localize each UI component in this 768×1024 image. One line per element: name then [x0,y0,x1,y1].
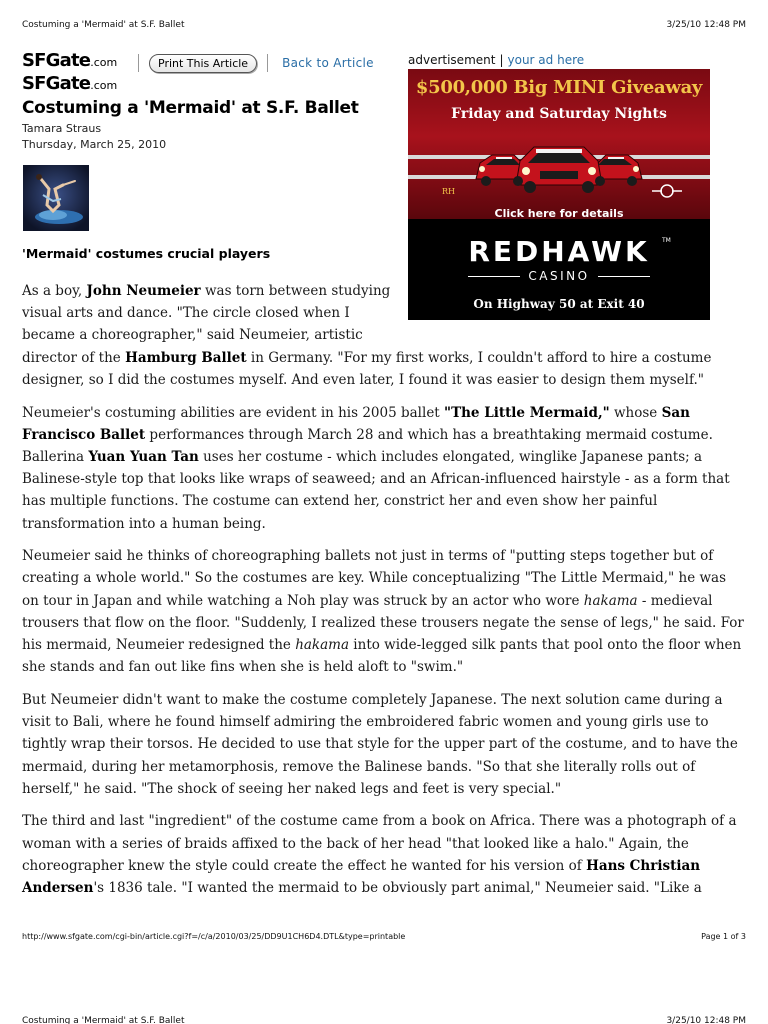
text-run: Neumeier's costuming abilities are evident in his 2005 ballet [22,404,445,421]
organization-name: Hamburg Ballet [125,349,247,366]
article-paragraph-5 [22,810,746,899]
page-number: Page 1 of 3 [701,932,746,941]
mini-cars-icon [470,131,648,199]
organization-name: San Francisco Ballet [22,404,690,443]
advertisement-label: advertisement [408,53,496,67]
article-paragraph-1 [22,280,746,391]
text-run: whose [609,404,662,421]
ad-location: On Highway 50 at Exit 40 [473,297,645,311]
text-run: into wide-legged silk pants that pool onto the floor when she stands and fan out like fins when she is held aloft to "swim." [22,637,742,676]
ad-brand: REDHAWK [468,235,650,268]
sfgate-logo-1 [22,50,132,73]
article-url: http://www.sfgate.com/cgi-bin/article.cgi?f=/c/a/2010/03/25/DD9U1CH6D4.DTL&type=printable [22,932,406,941]
toolbar-divider [138,54,139,72]
text-run: was torn between studying visual arts and dance. "The circle closed when I became a choreographer," said Neumeier, artistic director of the [22,283,391,366]
mini-logo-icon [650,183,684,199]
text-run: The third and last "ingredient" of the costume came from a book on Africa. There was a photograph of a woman with a series of braids affixed to the back of her head "that looked like a halo." Again, the choreographer knew the style could create the effect he wanted for his version of [22,813,737,874]
print-header [22,20,746,34]
advertisement-label-row [408,53,584,67]
logo-suffix: .com [90,79,118,92]
ballet-title: "The Little Mermaid," [444,404,610,421]
ad-rule [598,276,650,277]
next-page-datetime: 3/25/10 12:48 PM [666,1016,746,1024]
publish-date: Thursday, March 25, 2010 [22,138,167,151]
next-page-title: Costuming a 'Mermaid' at S.F. Ballet [22,1016,185,1024]
ad-brand-sub: CASINO [528,269,590,283]
next-page-header [22,1016,746,1024]
toolbar-divider [267,54,268,72]
article-paragraph-2 [22,402,746,535]
ad-wrap-spacer [394,280,746,342]
person-name: John Neumeier [86,283,201,299]
dancer-photo-icon [23,165,89,231]
sfgate-logo-2 [22,73,132,96]
text-run: performances through March 28 and which has a breathtaking mermaid costume. Ballerina [22,426,713,465]
ad-rule [468,276,520,277]
text-run: in Germany. "For my first works, I couldn't afford to hire a costume designer, so I did the costumes myself. And even later, I found it was easier to design them myself." [22,349,712,388]
article-body [22,280,746,910]
ad-headline: $500,000 Big MINI Giveaway [415,77,703,98]
logo-name: SFGate [22,50,91,71]
ad-trademark: TM [662,237,671,244]
text-run: Neumeier said he thinks of choreographing ballets not just in terms of "putting steps together but of creating a whole world." So the costumes are key. While conceptualizing "The Little Mermaid," he was on tour in Japan and while watching a Noh play was struck by an actor who wore [22,548,727,609]
text-run: - medieval trousers that flow on the floor. "Suddenly, I realized these trousers negate the sense of legs," he said. For his mermaid, Neumeier redesigned the [22,592,744,654]
dancer-photo[interactable] [23,165,89,231]
person-name: Hans Christian Andersen [22,857,701,897]
text-run: As a boy, [22,283,87,299]
article-kicker: 'Mermaid' costumes crucial players [22,246,271,261]
author-name: Tamara Straus [22,122,102,135]
italic-term: hakama [295,637,350,654]
article-paragraph-4: But Neumeier didn't want to make the costume completely Japanese. The next solution came during a visit to Bali, where he found himself admiring the embroidered fabric women and young girls use to tightly wrap their torsos. He decided to use that style for the upper part of the costume, and to have the mermaid, during her metamorphosis, remove the Balinese bands. "So that she literally rolls out of herself," he said. "The shock of seeing her naked legs and feet is very special." [22,691,738,797]
italic-term: hakama [583,592,638,609]
back-to-article-link[interactable]: Back to Article [282,56,374,70]
print-article-button[interactable]: Print This Article [149,54,257,73]
byline [22,121,166,153]
logo-suffix: .com [90,56,118,69]
article-paragraph-3 [22,545,746,678]
ad-separator: | [499,53,504,67]
your-ad-here-link[interactable]: your ad here [507,53,585,67]
ad-cta: Click here for details [494,207,624,220]
print-header-title: Costuming a 'Mermaid' at S.F. Ballet [22,20,185,30]
text-run: 's 1836 tale. "I wanted the mermaid to be obviously part animal," Neumeier said. "Like a [93,880,702,897]
person-name: Yuan Yuan Tan [88,448,199,465]
sfgate-logo[interactable] [22,50,132,96]
article-toolbar [138,52,374,74]
rh-mark: RH [442,187,455,196]
print-header-datetime: 3/25/10 12:48 PM [666,20,746,30]
ad-subhead: Friday and Saturday Nights [451,106,667,122]
text-run: uses her costume - which includes elongated, winglike Japanese pants; a Balinese-style top that looks like wraps of seaweed; and an African-influenced hairstyle - as a form that has multiple functions. The costume can extend her, constrict her and even show her painful transformation into a human being. [22,448,730,532]
article-headline: Costuming a 'Mermaid' at S.F. Ballet [22,98,359,118]
print-footer [22,932,746,946]
logo-name: SFGate [22,73,91,94]
